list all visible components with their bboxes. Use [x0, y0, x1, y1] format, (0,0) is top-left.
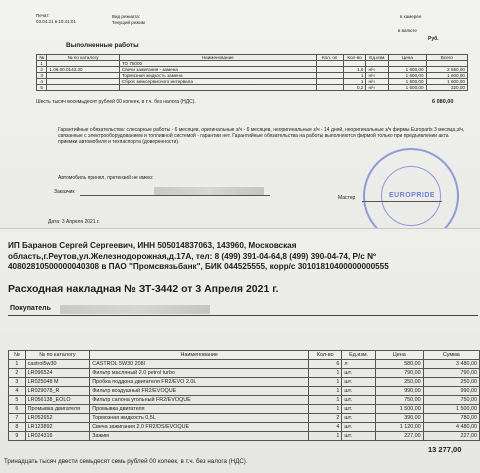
- invoice-row-cell: шт.: [342, 405, 375, 414]
- invoice-row: [9, 387, 480, 396]
- invoice-row: [9, 378, 480, 387]
- invoice-row-cell: шт.: [342, 369, 375, 378]
- works-row-cell: 1: [343, 73, 366, 79]
- works-row-cell: Сброс межсервисного интервала: [119, 79, 316, 85]
- customer-signature-line: [80, 195, 270, 196]
- invoice-page: [0, 228, 480, 473]
- works-row-cell: н/ч: [366, 79, 389, 85]
- invoice-row-cell: 1: [309, 369, 342, 378]
- invoice-row-cell: LR024316: [25, 432, 90, 441]
- inv-col-unit: Ед.изм.: [342, 351, 375, 360]
- invoice-row-cell: 227,00: [423, 432, 479, 441]
- header-page: в камерее: [400, 14, 422, 19]
- invoice-row-cell: LR052652: [25, 414, 90, 423]
- col-catalog: № по каталогу: [47, 55, 120, 61]
- invoice-row-cell: LR029078_R: [25, 387, 90, 396]
- invoice-row-cell: Свеча зажигания 2.0 FR2/DS/EVOQUE: [90, 423, 309, 432]
- seller-line-1: ИП Баранов Сергей Сергеевич, ИНН 505014837063, 143960, Московская: [8, 241, 297, 250]
- invoice-row-cell: Фильтр воздушный FR2/EVOQUE: [90, 387, 309, 396]
- invoice-row-cell: 4: [309, 423, 342, 432]
- invoice-row-cell: 1: [309, 387, 342, 396]
- invoice-row-cell: CASTROL 5W30 208l: [90, 360, 309, 369]
- works-title: Выполненные работы: [66, 42, 139, 49]
- buyer-label: Покупатель: [10, 305, 51, 312]
- buyer-line: [8, 315, 478, 316]
- works-row-cell: 3: [37, 73, 47, 79]
- customer-signature-redaction: [154, 187, 264, 195]
- invoice-row: [9, 423, 480, 432]
- invoice-row-cell: 1: [309, 405, 342, 414]
- inv-col-num: №: [9, 351, 26, 360]
- works-total-words: Шесть тысяч восемьдесят рублей 00 копеек, в т.ч. без налога (НДС).: [36, 99, 196, 105]
- acceptance-date: Дата: 3 Апреля 2021 г.: [48, 219, 100, 225]
- works-row-cell: 320,00: [426, 85, 467, 91]
- works-row-cell: 1 600,00: [389, 79, 426, 85]
- invoice-row-cell: шт.: [342, 414, 375, 423]
- invoice-row-cell: 2: [9, 369, 26, 378]
- col-qty: Кол-во: [343, 55, 366, 61]
- works-row-cell: 4: [37, 79, 47, 85]
- invoice-row-cell: шт.: [342, 387, 375, 396]
- invoice-row-cell: LR025048 M: [25, 378, 90, 387]
- invoice-row-cell: шт.: [342, 378, 375, 387]
- invoice-row-cell: LR123892: [25, 423, 90, 432]
- invoice-row-cell: Зажим: [90, 432, 309, 441]
- works-row-cell: н/ч: [366, 85, 389, 91]
- invoice-row-cell: 7: [9, 414, 26, 423]
- works-row-cell: Свечи зажигания - замена: [119, 67, 316, 73]
- works-row-cell: 1 600,00: [389, 67, 426, 73]
- works-row-cell: 5: [37, 85, 47, 91]
- col-total: Всего: [426, 55, 467, 61]
- works-row-cell: 1.06.00.0143.20: [47, 67, 120, 73]
- invoice-row-cell: 750,00: [423, 396, 479, 405]
- works-row-cell: Тормозная жидкость замена: [119, 73, 316, 79]
- works-row-cell: [119, 85, 316, 91]
- seller-line-2: область,г.Реутов,ул.Железнодорожная,д.17А, тел: 8 (499) 391-04-64,8 (499) 390-04-74, Р/с Nº: [8, 251, 376, 261]
- col-ops: Кол. оп: [316, 55, 343, 61]
- seller-line-3: 40802810500000040308 в ПАО "Промсвязьбанк", БИК 044525555, корр/с 30101810400000000555: [8, 262, 389, 271]
- invoice-row-cell: 4: [9, 387, 26, 396]
- invoice-row: [9, 414, 480, 423]
- invoice-row-cell: 1: [309, 378, 342, 387]
- invoice-row-cell: 990,00: [375, 387, 423, 396]
- works-row-cell: 2 560,00: [426, 67, 467, 73]
- invoice-total-words: Тринадцать тысяч двести семьдесят семь рублей 00 копеек, в т.ч. без налога (НДС).: [4, 458, 248, 465]
- inv-col-catalog: № по каталогу: [25, 351, 90, 360]
- invoice-row-cell: 1 500,00: [375, 405, 423, 414]
- invoice-table: [8, 350, 480, 441]
- printed-label: Печат:: [36, 13, 50, 18]
- invoice-row-cell: 250,00: [423, 378, 479, 387]
- invoice-row-cell: 1: [309, 396, 342, 405]
- invoice-row-cell: 3 480,00: [423, 360, 479, 369]
- works-table: [36, 54, 468, 91]
- header-currency-value: Руб.: [428, 36, 439, 42]
- invoice-row-cell: 9: [9, 432, 26, 441]
- works-row-cell: 0,2: [343, 85, 366, 91]
- invoice-row-cell: 4 480,00: [423, 423, 479, 432]
- invoice-row-cell: 390,00: [375, 414, 423, 423]
- master-label: Мастер: [338, 195, 356, 201]
- invoice-total: 13 277,00: [428, 445, 462, 454]
- works-row-cell: 1 600,00: [426, 79, 467, 85]
- mode-value: Текущий режим: [112, 19, 145, 25]
- works-total: 6 080,00: [432, 99, 454, 105]
- invoice-row-cell: 1 120,00: [375, 423, 423, 432]
- seller-info: [8, 241, 428, 273]
- works-row-cell: [316, 85, 343, 91]
- invoice-row-cell: 780,00: [423, 414, 479, 423]
- invoice-row-cell: 750,00: [375, 396, 423, 405]
- invoice-row-cell: 250,00: [375, 378, 423, 387]
- invoice-row-cell: 5: [9, 396, 26, 405]
- header-currency-label: в валюте: [398, 28, 417, 33]
- customer-label: Заказчик: [54, 189, 75, 195]
- invoice-header-row: [9, 351, 480, 360]
- invoice-row-cell: 1: [309, 432, 342, 441]
- invoice-row-cell: 1 500,00: [423, 405, 479, 414]
- col-price: Цена: [389, 55, 426, 61]
- header-mode: [112, 14, 172, 25]
- works-row-cell: н/ч: [366, 73, 389, 79]
- invoice-row-cell: 790,00: [423, 369, 479, 378]
- invoice-row-cell: 1: [9, 360, 26, 369]
- invoice-row-cell: шт.: [342, 423, 375, 432]
- invoice-title: Расходная накладная № ЗТ-3442 от 3 Апреля 2021 г.: [8, 283, 279, 295]
- header-printed: [36, 13, 106, 24]
- invoice-row-cell: Тормозная жидкость 0,5L: [90, 414, 309, 423]
- invoice-row-cell: 227,00: [375, 432, 423, 441]
- invoice-row-cell: 3: [9, 378, 26, 387]
- accepted-text: Автомобиль принял, претензий не имею:: [58, 175, 154, 181]
- invoice-row-cell: 2: [309, 414, 342, 423]
- works-row-cell: 1: [343, 79, 366, 85]
- warranty-text: Гарантийные обязательства: слесарные работы - 6 месяцев, оригинальные з/ч - 6 месяцев, неоригинальные з/ч - 14 дней, неоригинальные з/ч фирмы Europarts 3 месяца,з/ч, связанные с электрооборудованием и топливной системой - гарантии нет. Гарантийные обязательства на работы выполняются фирмой только при предъявлении акта приемки автомобиля и техпаспорта (доверенности).: [58, 127, 465, 145]
- works-row-cell: 1,6: [343, 67, 366, 73]
- invoice-row-cell: л: [342, 360, 375, 369]
- inv-col-price: Цена: [375, 351, 423, 360]
- inv-col-qty: Кол-во: [309, 351, 342, 360]
- works-row-cell: 1 600,00: [389, 73, 426, 79]
- printed-value: 03.04.21 в 10:41:01: [36, 18, 76, 24]
- works-row-cell: н/ч: [366, 67, 389, 73]
- inv-col-name: Наименование: [90, 351, 309, 360]
- works-row-cell: 1 600,00: [426, 73, 467, 79]
- invoice-row: [9, 360, 480, 369]
- col-name: Наименование: [119, 55, 316, 61]
- invoice-row-cell: шт.: [342, 396, 375, 405]
- stamp-text: EUROPRIDE: [388, 192, 436, 199]
- invoice-row-cell: Промывка двигателя: [25, 405, 90, 414]
- invoice-row-cell: 8: [9, 423, 26, 432]
- invoice-row-cell: Фильтр масляный 2.0 petrol turbo: [90, 369, 309, 378]
- invoice-row-cell: Промывка двигателя: [90, 405, 309, 414]
- works-row: [37, 85, 468, 91]
- invoice-row: [9, 369, 480, 378]
- col-num: №: [37, 55, 47, 61]
- works-row-cell: 1 600,00: [389, 85, 426, 91]
- invoice-row-cell: LR056138_EOLO: [25, 396, 90, 405]
- col-unit: Ед.изм.: [366, 55, 389, 61]
- works-row-cell: [47, 85, 120, 91]
- works-row-cell: 1: [37, 61, 47, 67]
- inv-col-sum: Сумма: [423, 351, 479, 360]
- invoice-row-cell: шт.: [342, 432, 375, 441]
- invoice-row-cell: castrol5w30: [25, 360, 90, 369]
- works-row-cell: 2: [37, 67, 47, 73]
- invoice-row-cell: 6: [9, 405, 26, 414]
- invoice-row: [9, 405, 480, 414]
- invoice-row: [9, 432, 480, 441]
- invoice-row: [9, 396, 480, 405]
- invoice-row-cell: LR096524: [25, 369, 90, 378]
- invoice-row-cell: 580,00: [375, 360, 423, 369]
- invoice-row-cell: 990,00: [423, 387, 479, 396]
- invoice-row-cell: Пробка поддона двигателя FR2/EVO 2.0L: [90, 378, 309, 387]
- invoice-row-cell: Фильтр салона угольный FR2/EVOQUE: [90, 396, 309, 405]
- invoice-row-cell: 6: [309, 360, 342, 369]
- invoice-row-cell: 790,00: [375, 369, 423, 378]
- works-row-cell: ТО 75000: [119, 61, 316, 67]
- buyer-redaction: [60, 305, 210, 314]
- mode-label: Вид режиата:: [112, 14, 141, 19]
